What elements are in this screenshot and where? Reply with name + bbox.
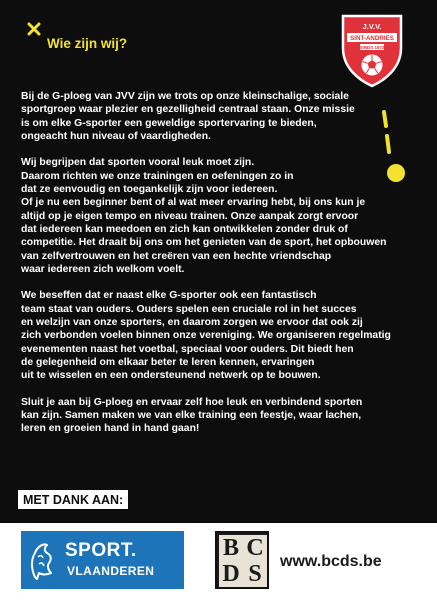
thanks-label: MET DANK AAN: xyxy=(18,490,128,509)
club-logo-line2: SINT-ANDRIES xyxy=(350,35,394,43)
club-logo-line1: J.V.V. xyxy=(362,22,382,31)
club-logo-line3: SINDS 1972 xyxy=(359,45,385,50)
bcds-logo xyxy=(215,531,269,589)
club-logo xyxy=(339,12,405,88)
intro-text xyxy=(21,90,413,449)
text-line: de gelegenheid om elkaar beter te leren kennen, ervaringen xyxy=(21,356,315,368)
text-line: Bij de G-ploeg van JVV zijn we trots op onze kleinschalige, sociale xyxy=(21,91,349,102)
paragraph-4 xyxy=(21,396,413,436)
sport-vlaanderen-logo xyxy=(21,531,184,589)
sponsor-bar xyxy=(0,523,437,612)
text-line: kan zijn. Samen maken we van elke training een feestje, waar lachen, xyxy=(21,410,362,422)
text-line: Sluit je aan bij G-ploeg en ervaar zelf hoe leuk en verbindend sporten xyxy=(21,396,363,408)
paragraph-3 xyxy=(21,289,413,382)
text-line: is om elke G-sporter een geweldige sportervaring te bieden, xyxy=(21,117,317,129)
text-line: leren en groeien hand in hand gaan! xyxy=(21,423,200,435)
text-line: competitie. Het draait bij ons om het genieten van de sport, het opbouwen xyxy=(21,237,387,249)
text-line: ongeacht hun niveau of vaardigheden. xyxy=(21,130,211,142)
cross-icon xyxy=(26,21,42,37)
text-line: dat ze eenvoudig en toegankelijk zijn voor iedereen. xyxy=(21,184,278,196)
text-line: dat iedereen kan meedoen en zich kan ontwikkelen zonder druk of xyxy=(21,223,348,235)
sport-vlaanderen-sub: VLAANDEREN xyxy=(67,564,155,578)
text-line: van zelfvertrouwen en het creëren van een hechte vriendschap xyxy=(21,250,332,262)
text-line: altijd op je eigen tempo en niveau trainen. Onze aanpak zorgt ervoor xyxy=(21,210,359,222)
bcds-letter: C xyxy=(243,535,267,561)
text-line: Daarom richten we onze trainingen en oefeningen zo in xyxy=(21,170,294,182)
text-line: evenementen naast het voetbal, speciaal voor ouders. Dit biedt hen xyxy=(21,343,354,355)
text-line: team staat van ouders. Ouders spelen een cruciale rol in het succes xyxy=(21,303,357,315)
text-line: Wij begrijpen dat sporten vooral leuk moet zijn. xyxy=(21,157,255,169)
bcds-letter: B xyxy=(219,535,243,561)
sport-vlaanderen-name: SPORT. xyxy=(65,540,137,561)
text-line: Of je nu een beginner bent of al wat meer ervaring hebt, bij ons kun je xyxy=(21,197,366,209)
paragraph-1 xyxy=(21,90,413,143)
text-line: en welzijn van onze sporters, en daarom zorgen we ervoor dat ook zij xyxy=(21,317,363,329)
text-line: waar iedereen zich welkom voelt. xyxy=(21,263,185,275)
text-line: zich verbonden voelen binnen onze vereniging. We organiseren regelmatig xyxy=(21,330,391,342)
bcds-letter: D xyxy=(219,561,243,587)
paragraph-2 xyxy=(21,156,413,276)
page-title: Wie zijn wij? xyxy=(47,36,128,51)
text-line: uit te wisselen en een ondersteunend netwerk op te bouwen. xyxy=(21,370,321,382)
text-line: We beseffen dat er naast elke G-sporter ook een fantastisch xyxy=(21,290,317,302)
bcds-letter: S xyxy=(243,561,267,587)
text-line: sportgroep waar plezier en gezelligheid centraal staan. Onze missie xyxy=(21,104,355,116)
lion-icon xyxy=(25,537,57,583)
football-icon xyxy=(361,54,383,76)
bcds-url: www.bcds.be xyxy=(280,553,382,570)
